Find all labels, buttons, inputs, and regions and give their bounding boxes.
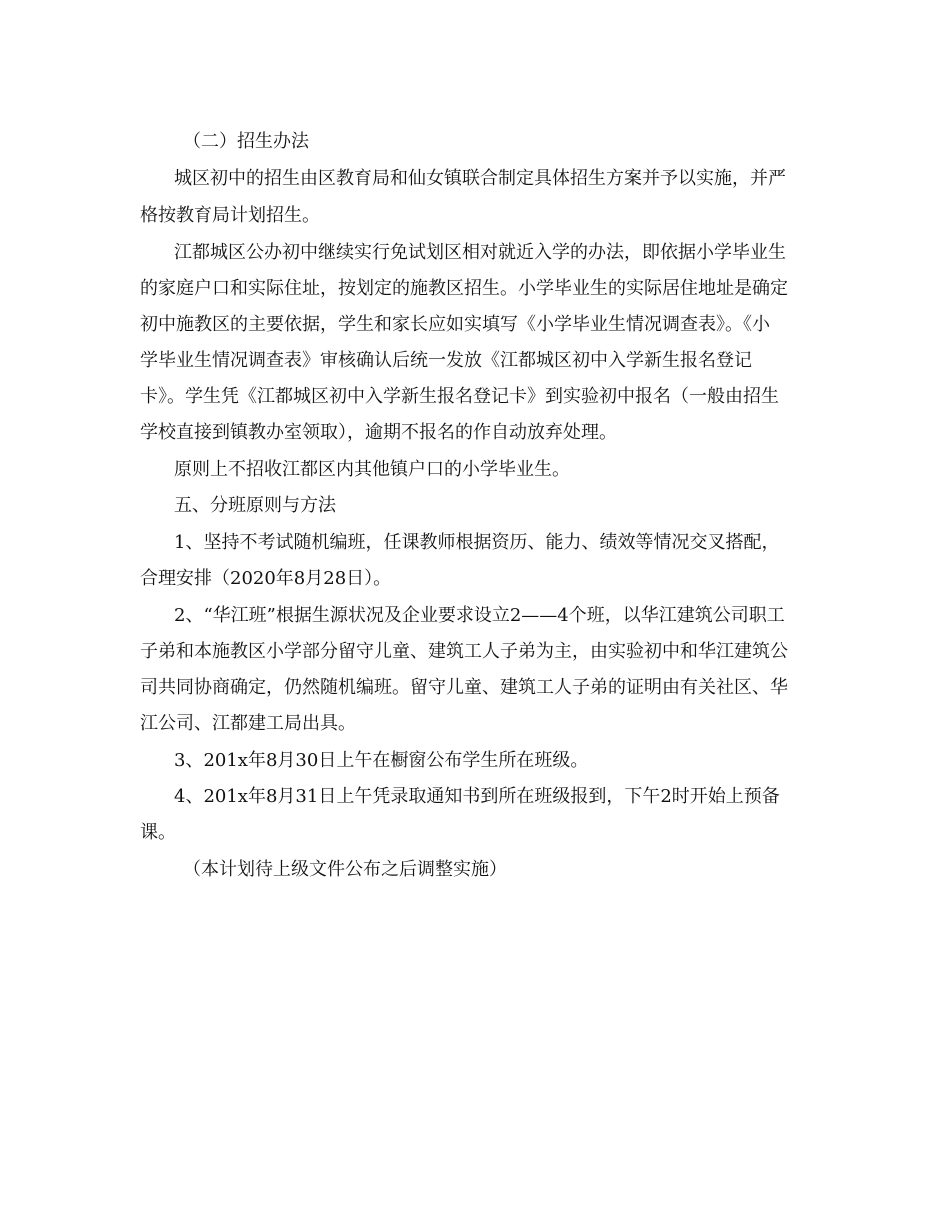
paragraph-line: 的家庭户口和实际住址，按划定的施教区招生。小学毕业生的实际居住地址是确定 — [140, 278, 788, 299]
list-item-line: 子弟和本施教区小学部分留守儿童、建筑工人子弟为主，由实验初中和华江建筑公 — [140, 641, 788, 662]
list-item-line: 司共同协商确定，仍然随机编班。留守儿童、建筑工人子弟的证明由有关社区、华 — [140, 677, 788, 698]
paragraph-line: 原则上不招收江都区内其他镇户口的小学毕业生。 — [174, 459, 570, 480]
list-item-line: 2、“华江班”根据生源状况及企业要求设立2——4个班，以华江建筑公司职工 — [174, 605, 785, 626]
list-item-line: 江公司、江都建工局出具。 — [140, 713, 356, 734]
list-item-line: 3、201x年8月30日上午在橱窗公布学生所在班级。 — [174, 750, 589, 771]
closing-note: （本计划待上级文件公布之后调整实施） — [183, 859, 507, 880]
section-heading-class-division: 五、分班原则与方法 — [174, 495, 336, 516]
paragraph-line: 江都城区公办初中继续实行免试划区相对就近入学的办法，即依据小学毕业生 — [174, 242, 786, 263]
paragraph-line: 学校直接到镇教办室领取），逾期不报名的作自动放弃处理。 — [140, 422, 617, 443]
paragraph-line: 城区初中的招生由区教育局和仙女镇联合制定具体招生方案并予以实施，并严 — [174, 168, 786, 189]
list-item-line: 课。 — [140, 822, 176, 843]
paragraph-line: 初中施教区的主要依据，学生和家长应如实填写《小学毕业生情况调查表》。《小 — [140, 314, 770, 335]
paragraph-line: 卡》。学生凭《江都城区初中入学新生报名登记卡》到实验初中报名（一般由招生 — [140, 386, 779, 407]
paragraph-line: 格按教育局计划招生。 — [140, 205, 320, 226]
list-item-line: 1、坚持不考试随机编班，任课教师根据资历、能力、绩效等情况交叉搭配， — [174, 532, 780, 553]
section-heading-enrollment-method: （二）招生办法 — [183, 131, 309, 152]
list-item-line: 合理安排（2020年8月28日）。 — [140, 568, 392, 589]
list-item-line: 4、201x年8月31日上午凭录取通知书到所在班级报到，下午2时开始上预备 — [174, 786, 780, 807]
paragraph-line: 学毕业生情况调查表》审核确认后统一发放《江都城区初中入学新生报名登记 — [140, 350, 752, 371]
